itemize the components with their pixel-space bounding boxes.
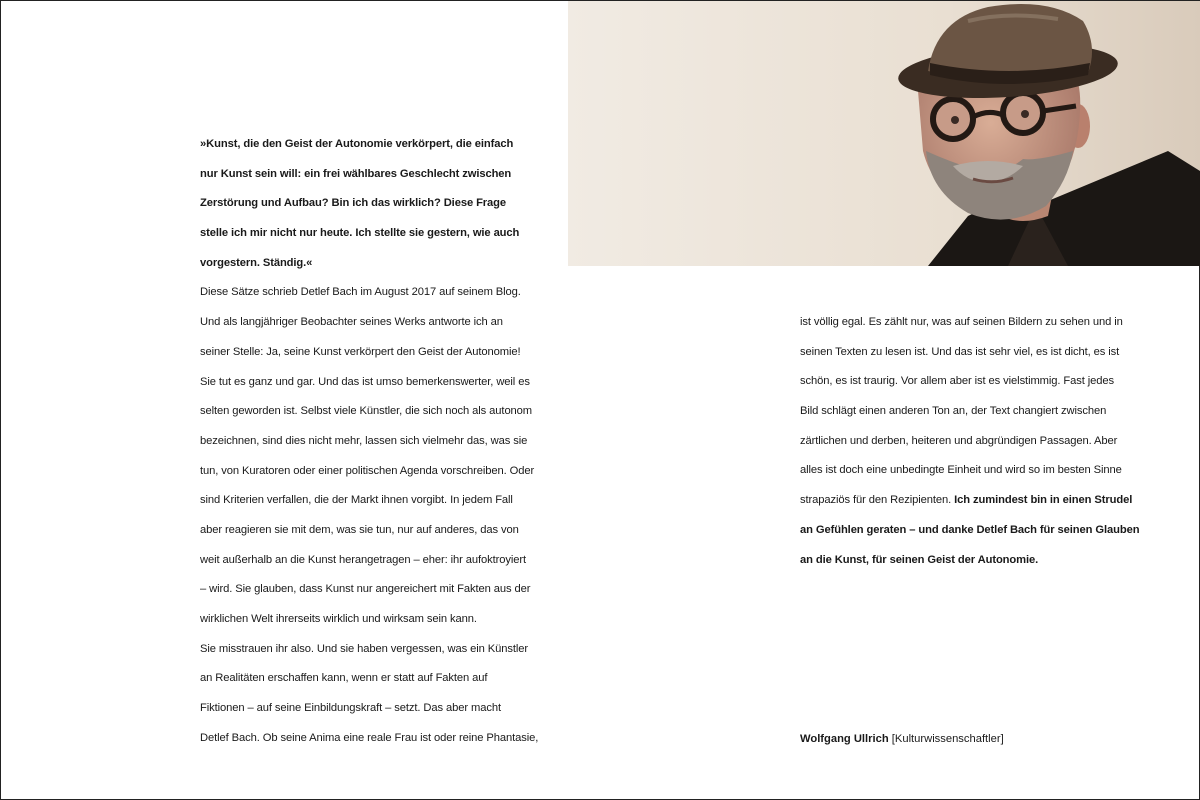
text-line: schön, es ist traurig. Vor allem aber ist es vielstimmig. Fast jedes [800, 375, 1115, 388]
text-line: Detlef Bach. Ob seine Anima eine reale Frau ist oder reine Phantasie, [200, 731, 539, 744]
text-line: seiner Stelle: Ja, seine Kunst verkörpert den Geist der Autonomie! [200, 345, 521, 358]
bold-text-segment: Ich zumindest bin in einen Strudel [954, 494, 1133, 507]
text-line: Und als langjähriger Beobachter seines Werks antworte ich an [200, 316, 503, 329]
text-line: Sie misstrauen ihr also. Und sie haben vergessen, was ein Künstler [200, 642, 528, 655]
author-role: [Kulturwissenschaftler] [891, 733, 1004, 745]
left-column [200, 130, 538, 753]
text-line: Diese Sätze schrieb Detlef Bach im August 2017 auf seinem Blog. [200, 286, 521, 299]
text-line: ist völlig egal. Es zählt nur, was auf seinen Bildern zu sehen und in [800, 316, 1123, 328]
right-column [800, 308, 1139, 575]
bold-text-line: an die Kunst, für seinen Geist der Autonomie. [800, 553, 1039, 566]
text-line: Bild schlägt einen anderen Ton an, der Text changiert zwischen [800, 405, 1107, 418]
text-line: seinen Texten zu lesen ist. Und das ist sehr viel, es ist dicht, es ist [800, 345, 1120, 358]
text-line: bezeichnen, sind dies nicht mehr, lassen sich vielmehr das, was sie [200, 434, 528, 447]
quote-line: vorgestern. Ständig.« [200, 256, 313, 269]
bold-text-line: an Gefühlen geraten – und danke Detlef Bach für seinen Glauben [800, 523, 1140, 536]
text-line: Fiktionen – auf seine Einbildungskraft – setzt. Das aber macht [200, 702, 501, 715]
text-line: wirklichen Welt ihrerseits wirklich und wirksam sein kann. [200, 613, 477, 625]
text-line: weit außerhalb an die Kunst herangetragen – eher: ihr aufoktroyiert [200, 553, 527, 566]
text-line: alles ist doch eine unbedingte Einheit und wird so im besten Sinne [800, 464, 1122, 477]
quote-line: »Kunst, die den Geist der Autonomie verkörpert, die einfach [200, 138, 514, 150]
author-name: Wolfgang Ullrich [800, 733, 889, 745]
text-line: sind Kriterien verfallen, die der Markt ihnen vorgibt. In jedem Fall [200, 494, 513, 507]
text-line: – wird. Sie glauben, dass Kunst nur angereichert mit Fakten aus der [200, 583, 531, 596]
text-line: Sie tut es ganz und gar. Und das ist umso bemerkenswerter, weil es [200, 375, 530, 388]
text-segment: strapaziös für den Rezipienten. [800, 494, 955, 507]
portrait-photo [568, 1, 1200, 266]
quote-line: stelle ich mir nicht nur heute. Ich stellte sie gestern, wie auch [200, 227, 520, 240]
text-line: selten geworden ist. Selbst viele Künstler, die sich noch als autonom [200, 405, 533, 418]
author-signature [800, 725, 1004, 754]
portrait-photo-icon [568, 1, 1200, 266]
quote-line: nur Kunst sein will: ein frei wählbares Geschlecht zwischen [200, 167, 512, 180]
quote-line: Zerstörung und Aufbau? Bin ich das wirklich? Diese Frage [200, 197, 507, 210]
text-line: an Realitäten erschaffen kann, wenn er statt auf Fakten auf [200, 672, 488, 685]
mixed-text-line [800, 486, 1139, 516]
text-line: zärtlichen und derben, heiteren und abgründigen Passagen. Aber [800, 434, 1118, 447]
text-line: tun, von Kuratoren oder einer politischen Agenda vorschreiben. Oder [200, 464, 535, 477]
text-line: aber reagieren sie mit dem, was sie tun, nur auf anderes, das von [200, 523, 519, 536]
